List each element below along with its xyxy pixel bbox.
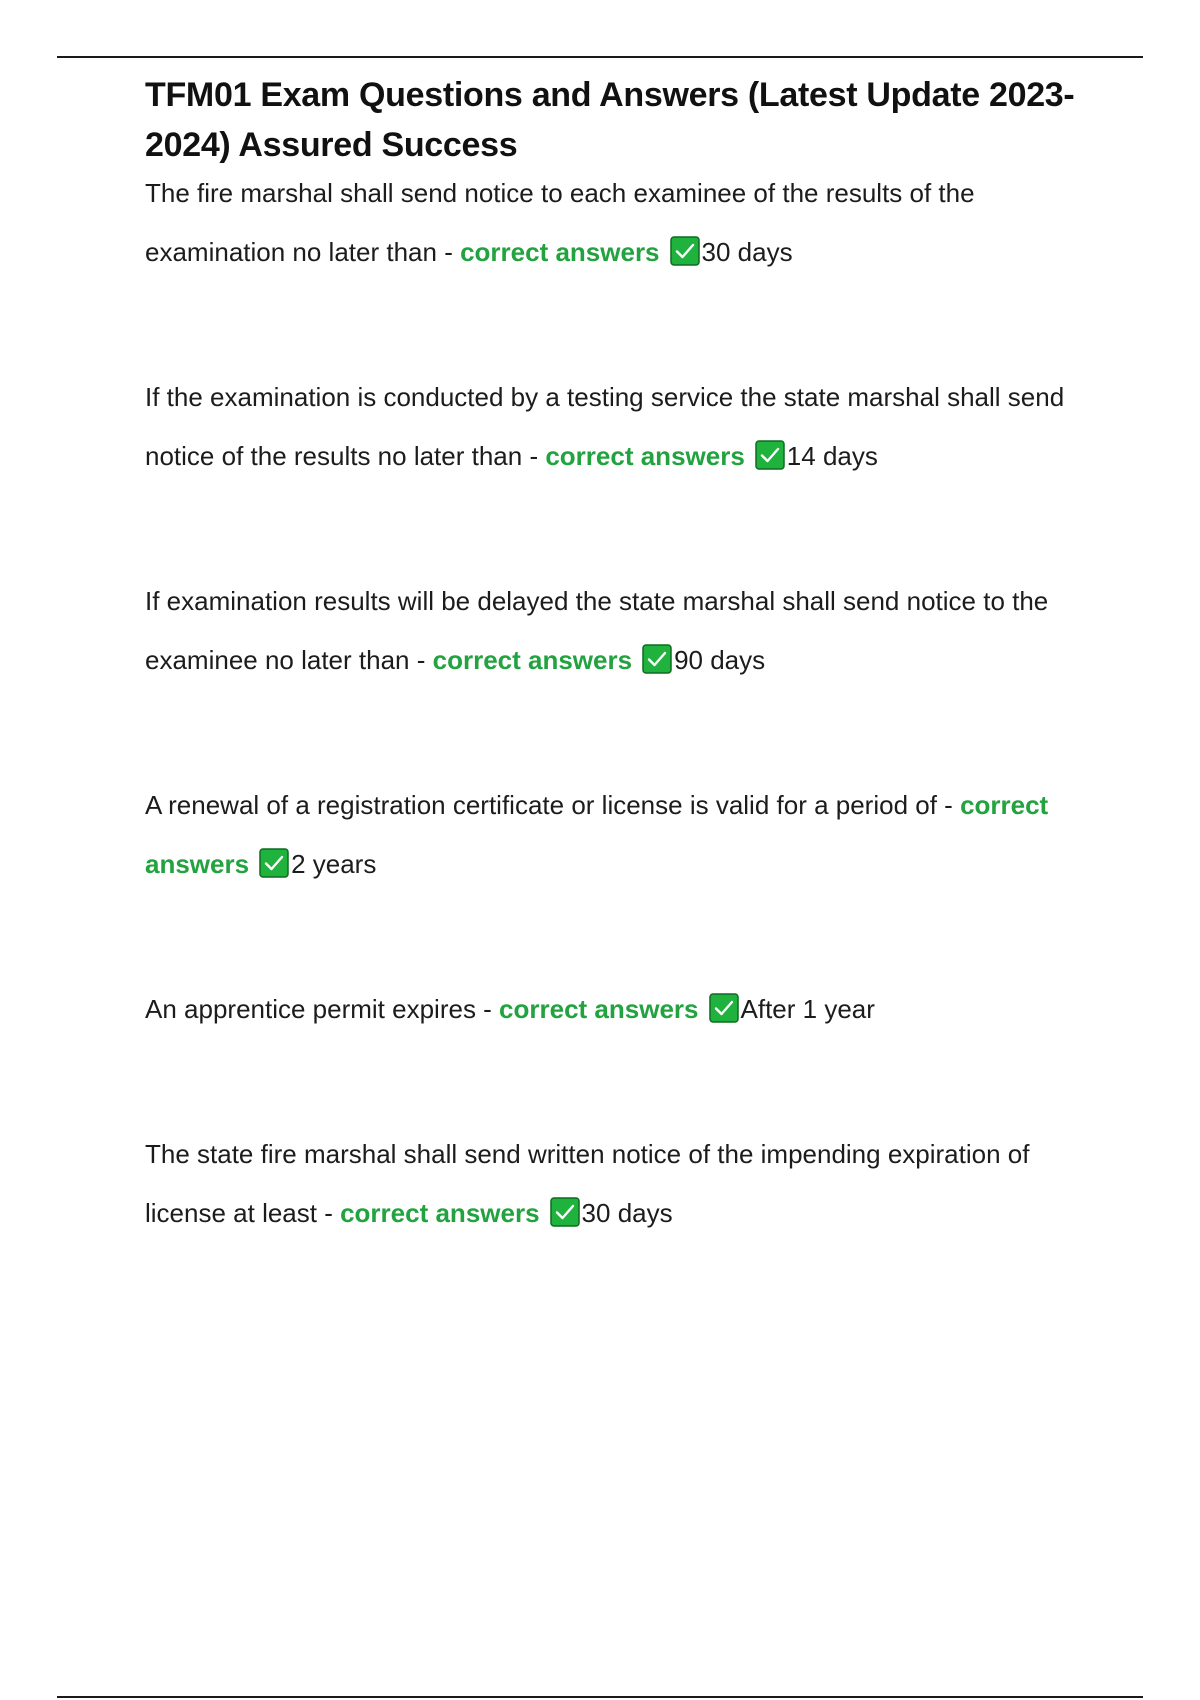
correct-answers-label: correct answers — [460, 237, 660, 267]
qa-item — [145, 1125, 1105, 1243]
correct-answers-label: correct answers — [145, 790, 1049, 879]
qa-item — [145, 164, 1105, 282]
question-text: If examination results will be delayed the state marshal shall send notice to the examinee no later than - — [145, 586, 1049, 675]
correct-answers-label: correct answers — [499, 994, 699, 1024]
correct-answers-label: correct answers — [340, 1198, 540, 1228]
answer-text: 90 days — [674, 645, 766, 675]
document-body — [145, 70, 1105, 1243]
check-mark-icon — [755, 440, 785, 470]
qa-item — [145, 572, 1105, 690]
question-text: If the examination is conducted by a testing service the state marshal shall send notice of the results no later than - — [145, 382, 1065, 471]
question-text: The state fire marshal shall send written notice of the impending expiration of license at least - — [145, 1139, 1030, 1228]
qa-item — [145, 980, 1105, 1039]
check-mark-icon — [709, 993, 739, 1023]
document-title: TFM01 Exam Questions and Answers (Latest Update 2023-2024) Assured Success — [145, 76, 1075, 164]
top-rule — [57, 56, 1143, 58]
check-mark-icon — [642, 644, 672, 674]
answer-text: After 1 year — [740, 994, 875, 1024]
bottom-rule — [57, 1696, 1143, 1698]
check-mark-icon — [259, 848, 289, 878]
qa-item — [145, 776, 1105, 894]
check-mark-icon — [670, 236, 700, 266]
question-text: The fire marshal shall send notice to each examinee of the results of the examination no later than - — [145, 178, 975, 267]
answer-text: 14 days — [786, 441, 878, 471]
answer-text: 30 days — [581, 1198, 673, 1228]
question-text: A renewal of a registration certificate or license is valid for a period of - — [145, 790, 961, 820]
answer-text: 2 years — [291, 849, 377, 879]
answer-text: 30 days — [701, 237, 793, 267]
qa-item — [145, 368, 1105, 486]
correct-answers-label: correct answers — [545, 441, 745, 471]
question-text: An apprentice permit expires - — [145, 994, 500, 1024]
check-mark-icon — [550, 1197, 580, 1227]
correct-answers-label: correct answers — [432, 645, 633, 675]
